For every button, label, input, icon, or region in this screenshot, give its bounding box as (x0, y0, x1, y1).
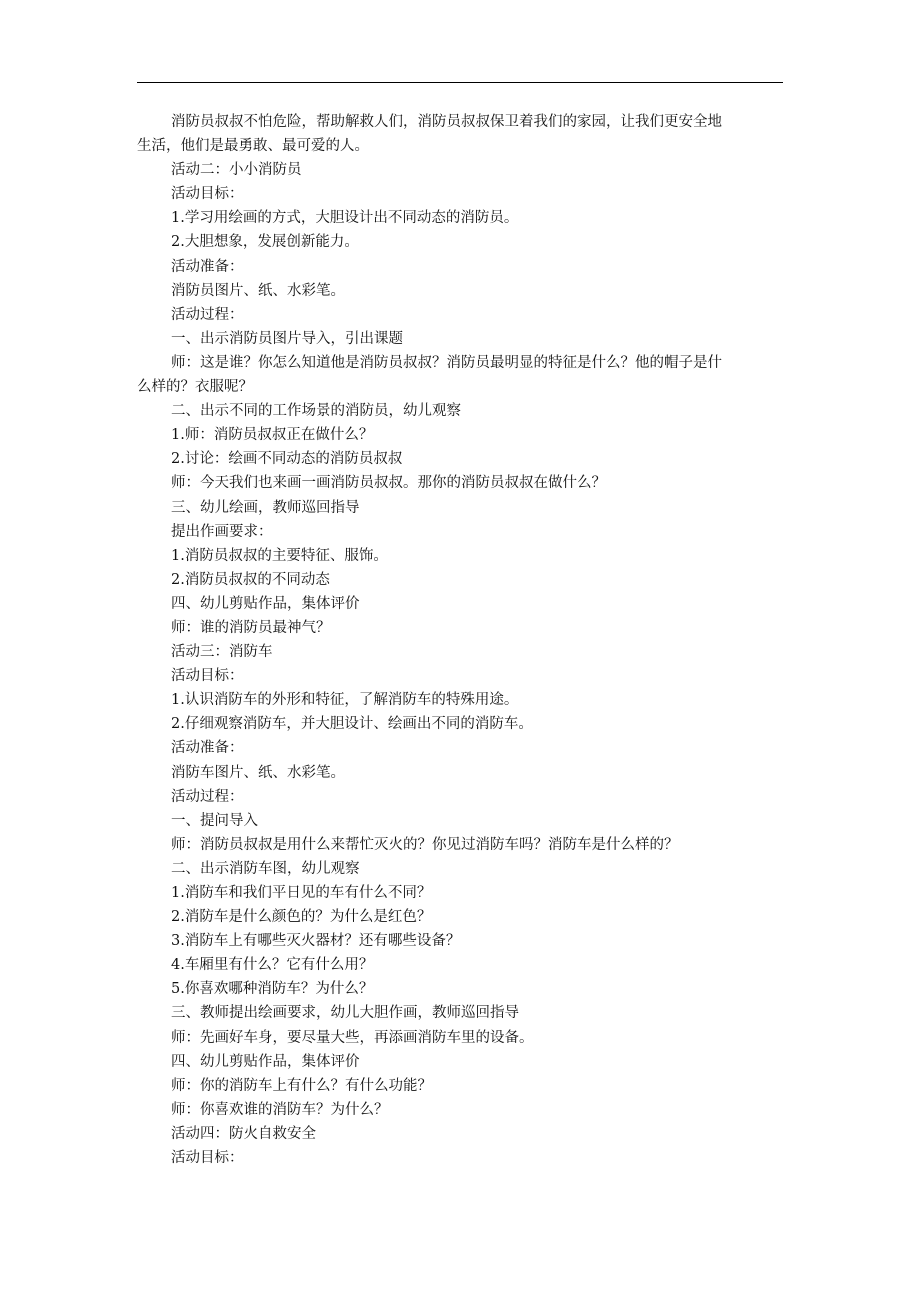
list-item: 5.你喜欢哪种消防车？为什么？ (171, 981, 374, 998)
text-line: 师：谁的消防员最神气？ (171, 619, 331, 636)
list-item: 2.仔细观察消防车，并大胆设计、绘画出不同的消防车。 (171, 716, 533, 733)
text-line: 师：先画好车身，要尽量大些，再添画消防车里的设备。 (171, 1029, 534, 1046)
section-label: 活动准备： (171, 258, 244, 275)
activity-heading: 活动四：防火自救安全 (171, 1125, 316, 1142)
list-item: 3.消防车上有哪些灭火器材？还有哪些设备？ (171, 933, 461, 950)
list-item: 4.车厢里有什么？它有什么用？ (171, 957, 374, 974)
step-heading: 二、出示消防车图，幼儿观察 (171, 860, 360, 877)
list-item: 1.消防员叔叔的主要特征、服饰。 (171, 547, 388, 564)
activity-heading: 活动三：消防车 (171, 644, 273, 661)
step-heading: 一、提问导入 (171, 812, 258, 829)
question-continuation: 么样的？衣服呢？ (137, 379, 253, 396)
paragraph-intro-continuation: 生活，他们是最勇敢、最可爱的人。 (137, 138, 369, 155)
list-item: 1.消防车和我们平日见的车有什么不同？ (171, 885, 432, 901)
text-line: 消防员图片、纸、水彩笔。 (171, 282, 345, 299)
step-heading: 三、幼儿绘画，教师巡回指导 (171, 499, 360, 516)
text-line: 消防车图片、纸、水彩笔。 (171, 764, 345, 781)
question-line: 师：这是谁？你怎么知道他是消防员叔叔？消防员最明显的特征是什么？他的帽子是什 (171, 354, 722, 371)
list-item: 2.消防车是什么颜色的？为什么是红色？ (171, 909, 432, 926)
section-label: 活动准备： (171, 740, 244, 757)
section-label: 活动过程： (171, 306, 244, 323)
step-heading: 三、教师提出绘画要求，幼儿大胆作画，教师巡回指导 (171, 1005, 519, 1022)
list-item: 2.消防员叔叔的不同动态 (171, 571, 330, 588)
document-body (137, 110, 783, 1170)
step-heading: 四、幼儿剪贴作品，集体评价 (171, 1053, 360, 1070)
section-label: 活动目标： (171, 668, 244, 685)
step-heading: 四、幼儿剪贴作品，集体评价 (171, 595, 360, 612)
header-rule (137, 82, 783, 83)
text-line: 师：你喜欢谁的消防车？为什么？ (171, 1101, 389, 1118)
step-heading: 二、出示不同的工作场景的消防员，幼儿观察 (171, 403, 461, 420)
paragraph-intro-line: 消防员叔叔不怕危险，帮助解救人们，消防员叔叔保卫着我们的家园，让我们更安全地 (171, 114, 722, 130)
list-item: 1.认识消防车的外形和特征，了解消防车的特殊用途。 (171, 692, 519, 709)
section-label: 活动目标： (171, 186, 244, 203)
text-line: 师：你的消防车上有什么？有什么功能？ (171, 1077, 432, 1094)
list-item: 2.讨论：绘画不同动态的消防员叔叔 (171, 451, 403, 468)
section-label: 提出作画要求： (171, 523, 273, 540)
list-item: 1.学习用绘画的方式，大胆设计出不同动态的消防员。 (171, 210, 519, 227)
text-line: 师：消防员叔叔是用什么来帮忙灭火的？你见过消防车吗？消防车是什么样的？ (171, 836, 679, 853)
list-item: 2.大胆想象，发展创新能力。 (171, 234, 359, 251)
text-line: 师：今天我们也来画一画消防员叔叔。那你的消防员叔叔在做什么？ (171, 475, 606, 492)
activity-heading: 活动二：小小消防员 (171, 162, 302, 179)
step-heading: 一、出示消防员图片导入，引出课题 (171, 330, 403, 347)
list-item: 1.师：消防员叔叔正在做什么？ (171, 427, 374, 444)
section-label: 活动目标： (171, 1150, 244, 1167)
section-label: 活动过程： (171, 788, 244, 805)
